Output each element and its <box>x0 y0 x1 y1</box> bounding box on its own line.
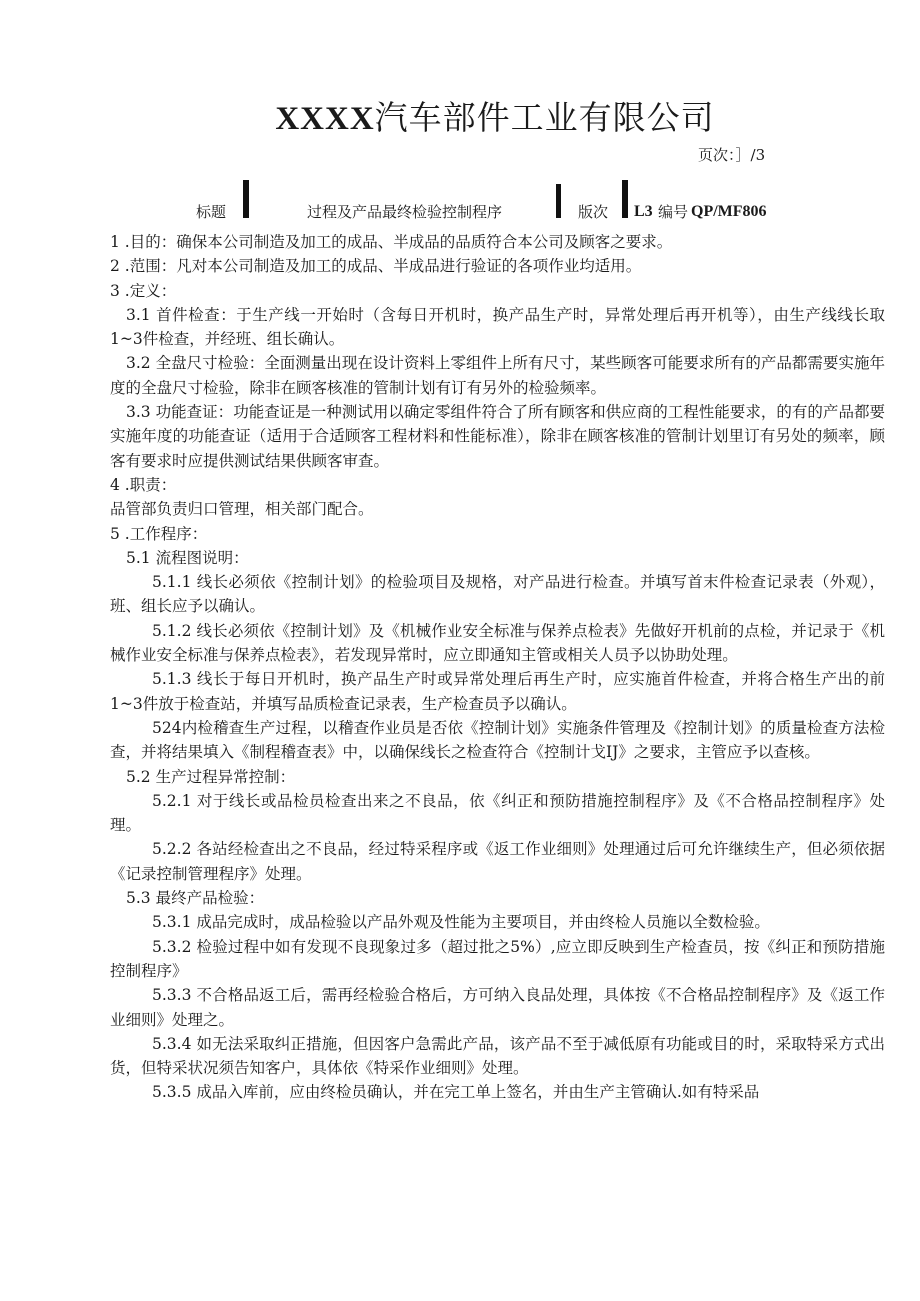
paragraph: 5.3.5 成品入库前，应由终检员确认，并在完工单上签名，并由生产主管确认.如有特采品 <box>152 1083 760 1102</box>
paragraph: 3.2 全盘尺寸检验：全面测量出现在设计资料上零组件上所有尺寸，某些顾客可能要求所有的产品都需要实施年度的全盘尺寸检验，除非在顾客核准的管制计划有订有另外的检验频率。 <box>110 354 885 397</box>
title-label: 标题 <box>196 203 227 221</box>
paragraph: 5.3.3 不合格品返工后，需再经检验合格后，方可纳入良品处理，具体按《不合格品控制程序》及《返工作业细则》处理之。 <box>110 986 885 1029</box>
paragraph: 3.1 首件检查：于生产线一开始时（含每日开机时，换产品生产时，异常处理后再开机等），由生产线线长取1~3件检查，并经班、组长确认。 <box>110 305 885 349</box>
paragraph: 5.1 流程图说明： <box>126 548 249 567</box>
company-brand: XXXX <box>275 101 375 137</box>
paragraph: 5.1.3 线长于每日开机时，换产品生产时或异常处理后再生产时，应实施首件检查，并将合格生产出的前1~3件放于检查站，并填写品质检查记录表，生产检查员予以确认。 <box>110 670 885 713</box>
paragraph: 1 .目的：确保本公司制造及加工的成品、半成品的品质符合本公司及顾客之要求。 <box>110 233 673 251</box>
paragraph: 5.3 最终产品检验： <box>126 889 265 908</box>
number-label: 编号 <box>658 203 689 221</box>
paragraph: 5.3.4 如无法采取纠正措施，但因客户急需此产品，该产品不至于减低原有功能或目的时，采取特采方式出货，但特采状况须告知客户，具体依《特采作业细则》处理。 <box>110 1034 885 1078</box>
version-value: L3 <box>634 203 653 220</box>
paragraph: 5.3.2 检验过程中如有发现不良现象过多（超过批之5%）,应立即反映到生产检查员，按《纠正和预防措施控制程序》 <box>110 937 885 980</box>
paragraph: 524内检稽查生产过程，以稽查作业员是否依《控制计划》实施条件管理及《控制计划》的质量检查方法检查，并将结果填入《制程稽查表》中，以确保线长之检查符合《控制计戈IJ》之要求，主管应予以查核。 <box>110 718 885 762</box>
company-title <box>0 92 920 139</box>
header-divider <box>556 184 561 218</box>
paragraph: 3.3 功能查证：功能查证是一种测试用以确定零组件符合了所有顾客和供应商的工程性能要求，的有的产品都要实施年度的功能查证（适用于合适顾客工程材料和性能标准），除非在顾客核准的管制计划里订有另处的频率，顾客有要求时应提供测试结果供顾客审查。 <box>110 403 885 470</box>
page-value: ］/3 <box>735 146 766 164</box>
document-body <box>110 230 885 1105</box>
paragraph: 3 .定义： <box>110 281 177 300</box>
doc-header-row <box>0 172 920 220</box>
paragraph: 品管部负责归口管理，相关部门配合。 <box>110 500 374 519</box>
header-divider <box>243 180 249 218</box>
paragraph: 5.1.1 线长必须依《控制计划》的检验项目及规格，对产品进行检查。并填写首末件检查记录表（外观），班、组长应予以确认。 <box>110 573 885 616</box>
paragraph: 5.2 生产过程异常控制： <box>126 767 296 786</box>
doc-title: 过程及产品最终检验控制程序 <box>307 203 503 221</box>
paragraph: 5.3.1 成品完成时，成品检验以产品外观及性能为主要项目，并由终检人员施以全数检验。 <box>152 913 770 932</box>
paragraph: 2 .范围：凡对本公司制造及加工的成品、半成品进行验证的各项作业均适用。 <box>110 257 642 276</box>
paragraph: 5.1.2 线长必须依《控制计划》及《机械作业安全标准与保养点检表》先做好开机前的点检，并记录于《机械作业安全标准与保养点检表》，若发现异常时，应立即通知主管或相关人员予以协助处理。 <box>110 621 885 665</box>
header-divider <box>622 180 628 218</box>
company-name: 汽车部件工业有限公司 <box>374 98 715 137</box>
paragraph: 5 .工作程序： <box>110 524 208 543</box>
paragraph: 5.2.2 各站经检查出之不良品，经过特采程序或《返工作业细则》处理通过后可允许继续生产，但必须依据《记录控制管理程序》处理。 <box>110 840 885 883</box>
paragraph: 4 .职责： <box>110 475 177 494</box>
page-number <box>698 144 765 165</box>
version-label: 版次 <box>578 203 609 221</box>
paragraph: 5.2.1 对于线长或品检员检查出来之不良品，依《纠正和预防措施控制程序》及《不合格品控制程序》处理。 <box>110 791 885 835</box>
page-label: 页次： <box>698 146 736 164</box>
number-value: QP/MF806 <box>691 203 767 220</box>
